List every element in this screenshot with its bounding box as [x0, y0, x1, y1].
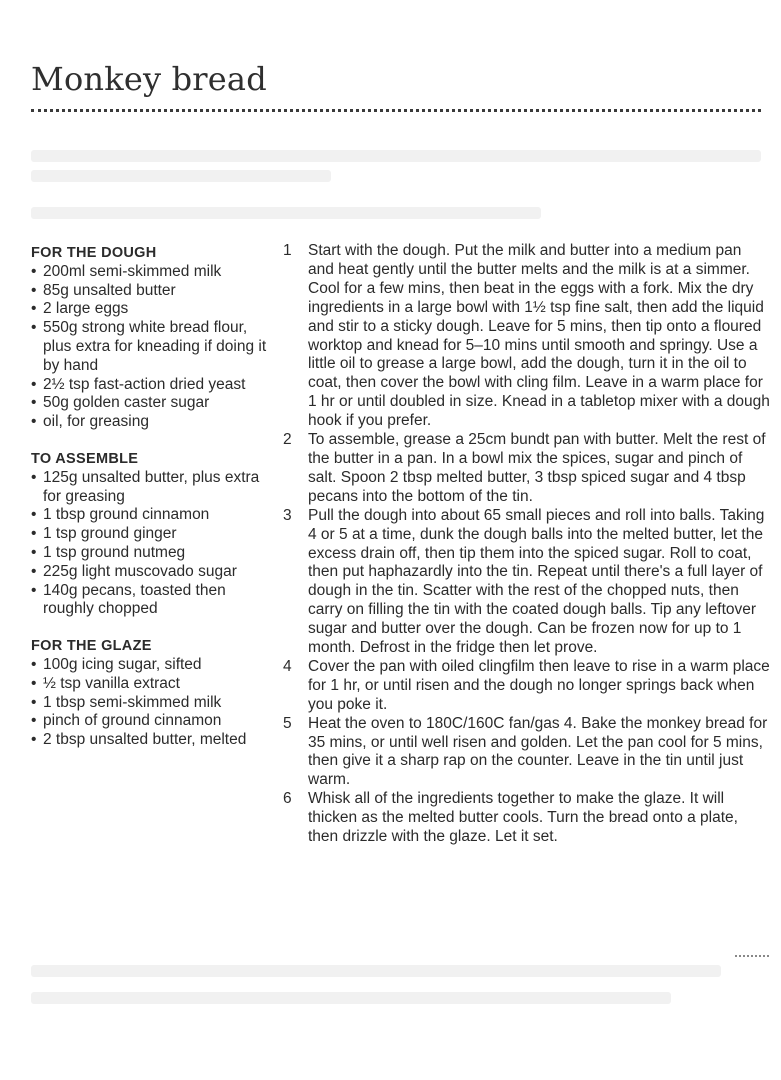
step-number: 5 [283, 714, 292, 732]
assemble-section [31, 450, 276, 619]
method-step [283, 242, 771, 431]
bullet: • [31, 319, 37, 337]
list-item [31, 712, 276, 731]
method-column [283, 242, 771, 847]
step-text: Start with the dough. Put the milk and butter into a medium pan and heat gently until the butter melts and the milk is at a simmer. Cool for a few mins, then beat in the eggs with a fork. Mix the dry ingredients in a large bowl with 1½ tsp fine salt, then add the liquid and stir to a sticky dough. Leave for 5 mins, then tip onto a floured worktop and knead for 5–10 mins until smooth and springy. Use a little oil to grease a large bowl, add the dough, turn it in the oil to coat, then cover the bowl with cling film. Leave in a warm place for 1 hr or until doubled in size. Knead in a tabletop mixer with a dough hook if you prefer. [308, 242, 770, 430]
bullet: • [31, 543, 37, 561]
ingredient-text: 1 tbsp semi-skimmed milk [43, 693, 222, 711]
dough-list [31, 263, 276, 432]
list-item [31, 694, 276, 713]
bullet: • [31, 562, 37, 580]
list-item [31, 300, 276, 319]
ingredient-text: 1 tsp ground ginger [43, 525, 177, 543]
step-text: To assemble, grease a 25cm bundt pan with butter. Melt the rest of the butter in a pan. In a bowl mix the spices, sugar and pinch of salt. Spoon 2 tbsp melted butter, 3 tbsp spiced sugar and 4 tbsp pecans into the bottom of the tin. [308, 431, 766, 505]
faded-text-line [31, 965, 721, 977]
ingredient-text: 550g strong white bread flour, plus extra for kneading if doing it by hand [43, 319, 267, 374]
method-step [283, 431, 771, 507]
faded-text-line [31, 207, 541, 219]
method-step [283, 790, 771, 847]
method-step [283, 715, 771, 791]
ingredient-text: ½ tsp vanilla extract [43, 674, 180, 692]
list-item [31, 675, 276, 694]
ingredient-text: 1 tsp ground nutmeg [43, 543, 186, 561]
step-number: 2 [283, 431, 292, 449]
assemble-list [31, 469, 276, 619]
list-item [31, 394, 276, 413]
list-item [31, 413, 276, 432]
bullet: • [31, 394, 37, 412]
ingredient-text: 1 tbsp ground cinnamon [43, 506, 210, 524]
list-item [31, 319, 276, 375]
ingredient-text: 125g unsalted butter, plus extra for greasing [43, 468, 260, 505]
bullet: • [31, 655, 37, 673]
step-text: Whisk all of the ingredients together to make the glaze. It will thicken as the melted butter cools. Turn the bread onto a plate, then drizzle with the glaze. Let it set. [308, 790, 738, 846]
glaze-list [31, 656, 276, 750]
method-step [283, 658, 771, 715]
ingredient-text: 50g golden caster sugar [43, 394, 210, 412]
bullet: • [31, 731, 37, 749]
ingredient-text: 140g pecans, toasted then roughly chopped [43, 581, 226, 618]
bullet: • [31, 506, 37, 524]
bullet: • [31, 375, 37, 393]
list-item [31, 282, 276, 301]
ingredient-text: 2 large eggs [43, 300, 129, 318]
ingredient-text: 85g unsalted butter [43, 281, 176, 299]
bottom-divider [735, 955, 769, 957]
list-item [31, 563, 276, 582]
bullet: • [31, 525, 37, 543]
list-item [31, 544, 276, 563]
title-divider [31, 109, 761, 112]
bullet: • [31, 712, 37, 730]
step-text: Heat the oven to 180C/160C fan/gas 4. Bake the monkey bread for 35 mins, or until well risen and golden. Let the pan cool for 5 mins, then give it a sharp rap on the counter. Leave in the tin until just warm. [308, 714, 768, 789]
bullet: • [31, 300, 37, 318]
list-item [31, 656, 276, 675]
step-number: 3 [283, 506, 292, 524]
ingredients-column [31, 244, 276, 768]
ingredient-text: 200ml semi-skimmed milk [43, 262, 222, 280]
list-item [31, 731, 276, 750]
method-step [283, 507, 771, 658]
glaze-section [31, 637, 276, 750]
ingredient-text: 2½ tsp fast-action dried yeast [43, 375, 246, 393]
bullet: • [31, 468, 37, 486]
dough-heading: FOR THE DOUGH [31, 245, 157, 261]
ingredient-text: pinch of ground cinnamon [43, 712, 222, 730]
list-item [31, 376, 276, 395]
dough-section [31, 244, 276, 432]
list-item [31, 582, 276, 620]
ingredient-text: 100g icing sugar, sifted [43, 655, 202, 673]
ingredient-text: oil, for greasing [43, 413, 149, 431]
step-text: Cover the pan with oiled clingfilm then leave to rise in a warm place for 1 hr, or until risen and the dough no longer springs back when you poke it. [308, 657, 770, 713]
list-item [31, 469, 276, 507]
bullet: • [31, 581, 37, 599]
list-item [31, 525, 276, 544]
bullet: • [31, 281, 37, 299]
step-number: 4 [283, 657, 292, 675]
ingredient-text: 225g light muscovado sugar [43, 562, 237, 580]
bullet: • [31, 674, 37, 692]
faded-text-line [31, 170, 331, 182]
ingredient-text: 2 tbsp unsalted butter, melted [43, 731, 247, 749]
bullet: • [31, 413, 37, 431]
step-number: 1 [283, 242, 292, 259]
bullet: • [31, 262, 37, 280]
faded-text-line [31, 992, 671, 1004]
list-item [31, 263, 276, 282]
page-title: Monkey bread [31, 60, 267, 98]
bullet: • [31, 693, 37, 711]
step-text: Pull the dough into about 65 small pieces and roll into balls. Taking 4 or 5 at a time, dunk the dough balls into the melted butter, let the excess drain off, then tip them into the spiced sugar. Roll to coat, then put haphazardly into the tin. Repeat until there's a full layer of dough in the tin. Scatter with the rest of the chopped nuts, then carry on filling the tin with the coated dough balls. Tip any leftover sugar and butter over the dough. Can be frozen now for up to 1 month. Defrost in the fridge then let prove. [308, 506, 765, 657]
list-item [31, 506, 276, 525]
glaze-heading: FOR THE GLAZE [31, 638, 152, 655]
step-number: 6 [283, 790, 292, 808]
faded-text-line [31, 150, 761, 162]
assemble-heading: TO ASSEMBLE [31, 450, 139, 467]
